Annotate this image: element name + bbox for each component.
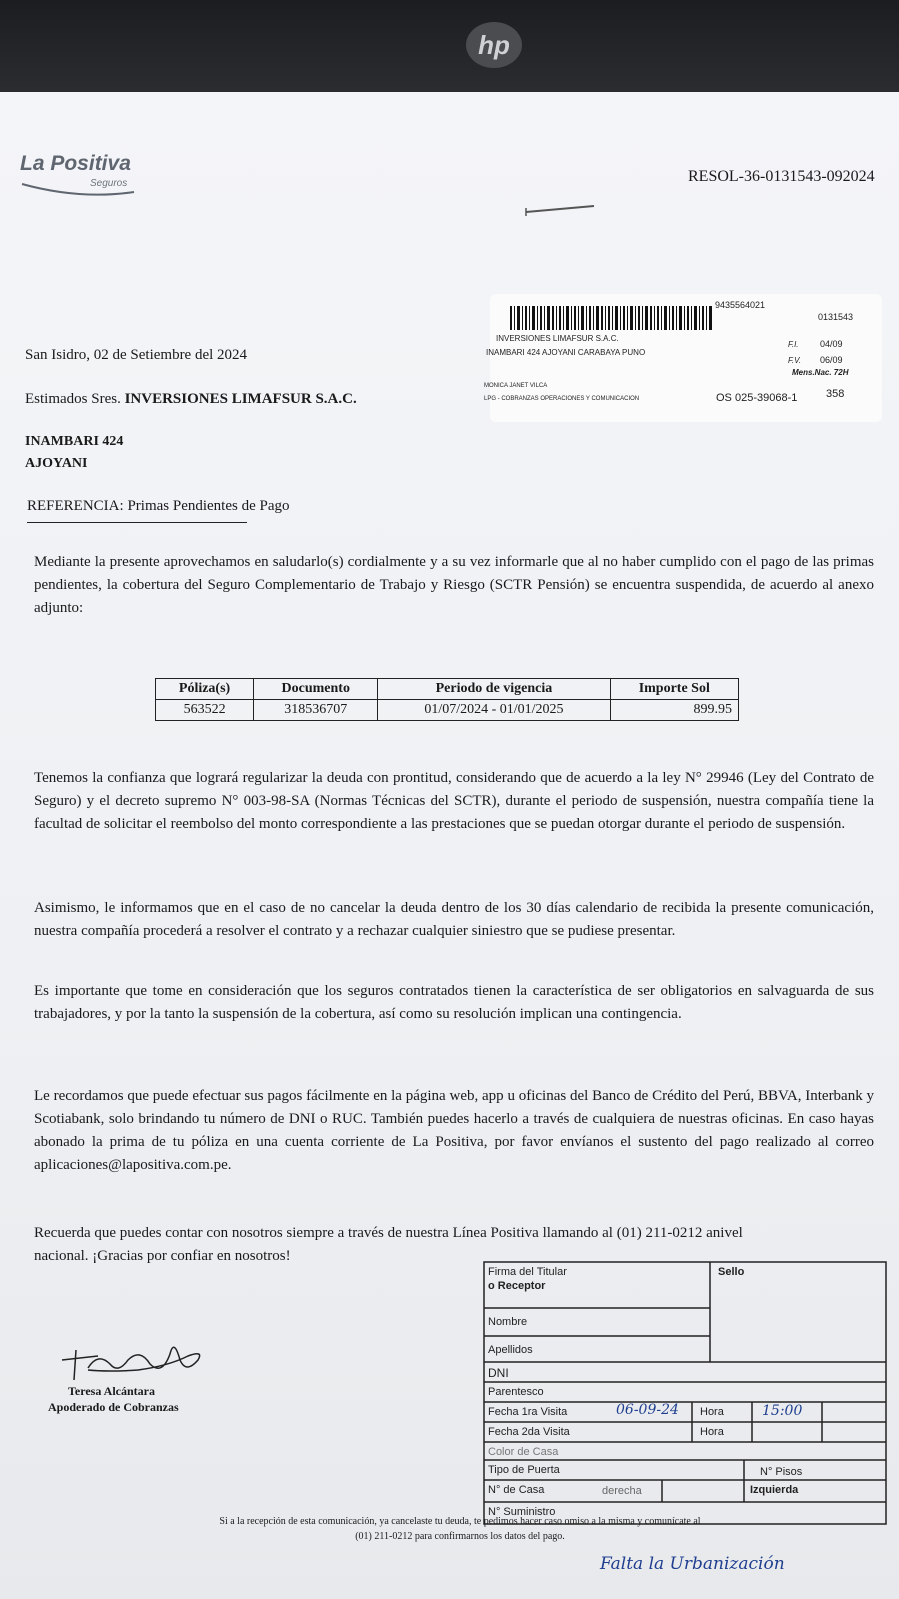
hp-logo: hp [466,22,522,68]
greeting-prefix: Estimados Sres. [25,391,121,407]
greeting [25,388,357,411]
visit1-date: 06-09-24 [616,1402,679,1418]
paragraph-5: Le recordamos que puede efectuar sus pagos fácilmente en la página web, app u oficinas del Banco de Crédito del Perú, BBVA, Interbank y Scotiabank, solo brindando tu número de DNI o RUC. También puedes hacerlo a través de cualquiera de nuestras oficinas. En caso hayas abonado la prima de tu póliza en una cuenta corriente de La Positiva, por favor envíanos el sustento del pago realizado al correo aplicaciones@lapositiva.com.pe. [34,1088,874,1173]
address-line2: AJOYANI [25,456,88,471]
fv-label: F.V. [788,356,802,365]
column-header-periodo: Periodo de vigencia [378,679,610,700]
barcode [510,306,715,330]
reference-line [27,495,290,518]
cell-importe: 899.95 [610,700,738,721]
footer-line2: (01) 211-0212 para confirmarnos los datos del pago. [355,1531,565,1542]
visit2-label: Fecha 2da Visita [488,1426,570,1438]
fi-value: 04/09 [820,339,843,349]
tipo-puerta-label: Tipo de Puerta [488,1464,560,1476]
pisos-label: N° Pisos [760,1466,803,1478]
receipt-form [482,1260,892,1530]
visit1-time: 15:00 [762,1403,803,1419]
cell-poliza: 563522 [156,700,254,721]
footer-line1: Si a la recepción de esta comunicación, ya cancelaste tu deuda, te pedimos hacer caso omiso a la misma y comunícate al [219,1516,701,1527]
parentesco-label: Parentesco [488,1386,544,1398]
pen-mark [522,200,602,220]
table-row [156,700,739,721]
reference-text: Primas Pendientes de Pago [127,498,290,514]
apellidos-label: Apellidos [488,1344,533,1356]
sello-label: Sello [718,1266,745,1278]
company-logo-subtext: Seguros [90,178,128,189]
label-code: 0131543 [818,312,854,322]
fi-label: F.I. [788,340,799,349]
label-recipient: INVERSIONES LIMAFSUR S.A.C. [496,334,619,343]
place-date: San Isidro, 02 de Setiembre del 2024 [25,347,248,363]
box-number: 358 [826,388,845,400]
label-address: INAMBARI 424 AJOYANI CARABAYA PUNO [486,348,646,357]
policy-table [155,678,739,721]
column-header-poliza: Póliza(s) [156,679,254,700]
visit1-label: Fecha 1ra Visita [488,1406,568,1418]
derecha-label: derecha [602,1485,642,1497]
policy-table-header [156,679,739,700]
paragraph-2: Tenemos la confianza que logrará regularizar la deuda con prontitud, considerando que de acuerdo a la ley N° 29946 (Ley del Contrato de Seguro) y el decreto supremo N° 003-98-SA (Normas Técnicas del SCTR), durante el periodo de suspensión, nuestra compañía tiene la facultad de solicitar el reembolso del monto correspondiente a las prestaciones que se puedan otorgar durante el periodo de suspensión. [34,770,874,832]
company-logo: La Positiva [20,152,131,175]
os-number: 025-39068-1 [734,392,798,404]
signer-title: Apoderado de Cobranzas [48,1400,179,1414]
logo-swoosh [20,180,140,200]
address-line1: INAMBARI 424 [25,434,124,449]
label-contact: MONICA JANET VILCA [484,383,548,389]
paragraph-3: Asimismo, le informamos que en el caso de no cancelar la deuda dentro de los 30 días calendario de recibida la presente comunicación, nuestra compañía procederá a resolver el contrato y a rechazar cualquier siniestro que se pudiese presentar. [34,900,874,939]
hora2-label: Hora [700,1426,724,1438]
casa-label: N° de Casa [488,1484,545,1496]
cell-documento: 318536707 [254,700,378,721]
color-casa-label: Color de Casa [488,1446,559,1458]
signer-name: Teresa Alcántara [68,1384,155,1398]
hora-label: Hora [700,1406,724,1418]
shipping-label [484,294,882,422]
reference-label: REFERENCIA: [27,498,124,514]
column-header-importe: Importe Sol [610,679,738,700]
dni-label: DNI [488,1366,509,1380]
reference-underline [27,522,247,523]
handwritten-signature [58,1330,208,1385]
paragraph-6-line1: Recuerda que puedes contar con nosotros siempre a través de nuestra Línea Positiva llamando al (01) 211-0212 anivel [34,1225,743,1241]
paragraph-6-line2: nacional. ¡Gracias por confiar en nosotros! [34,1248,291,1264]
firma-label-1: Firma del Titular [488,1266,567,1278]
cell-periodo: 01/07/2024 - 01/01/2025 [378,700,610,721]
suministro-label: N° Suministro [488,1506,556,1518]
tracking-number: 9435564021 [715,300,766,310]
nombre-label: Nombre [488,1316,528,1328]
fv-value: 06/09 [820,355,843,365]
label-department: LPG - COBRANZAS OPERACIONES Y COMUNICACION [484,396,640,402]
paragraph-4: Es importante que tome en consideración que los seguros contratados tienen la característica de ser obligatorios en salvaguarda de sus trabajadores, y por la tanto la suspensión de la cobertura, así como su resolución implican una contingencia. [34,983,874,1022]
paragraph-1: Mediante la presente aprovechamos en saludarlo(s) cordialmente y a su vez informarle que al no haber cumplido con el pago de las primas pendientes, la cobertura del Seguro Complementario de Trabajo y Riesgo (SCTR Pensión) se encuentra suspendida, de acuerdo al anexo adjunto: [34,554,874,616]
monitor-bezel [0,0,899,96]
reference-code: RESOL-36-0131543-092024 [688,168,875,185]
izquierda-label: Izquierda [750,1484,799,1496]
service-type: Mens.Nac. 72H [792,368,849,377]
column-header-documento: Documento [254,679,378,700]
os-label: OS [716,392,732,404]
footer-note [120,1514,800,1544]
company-name: INVERSIONES LIMAFSUR S.A.C. [124,391,357,407]
firma-label-2: o Receptor [488,1280,546,1292]
handwritten-note: Falta la Urbanización [600,1554,785,1574]
os-number-line [716,392,797,404]
